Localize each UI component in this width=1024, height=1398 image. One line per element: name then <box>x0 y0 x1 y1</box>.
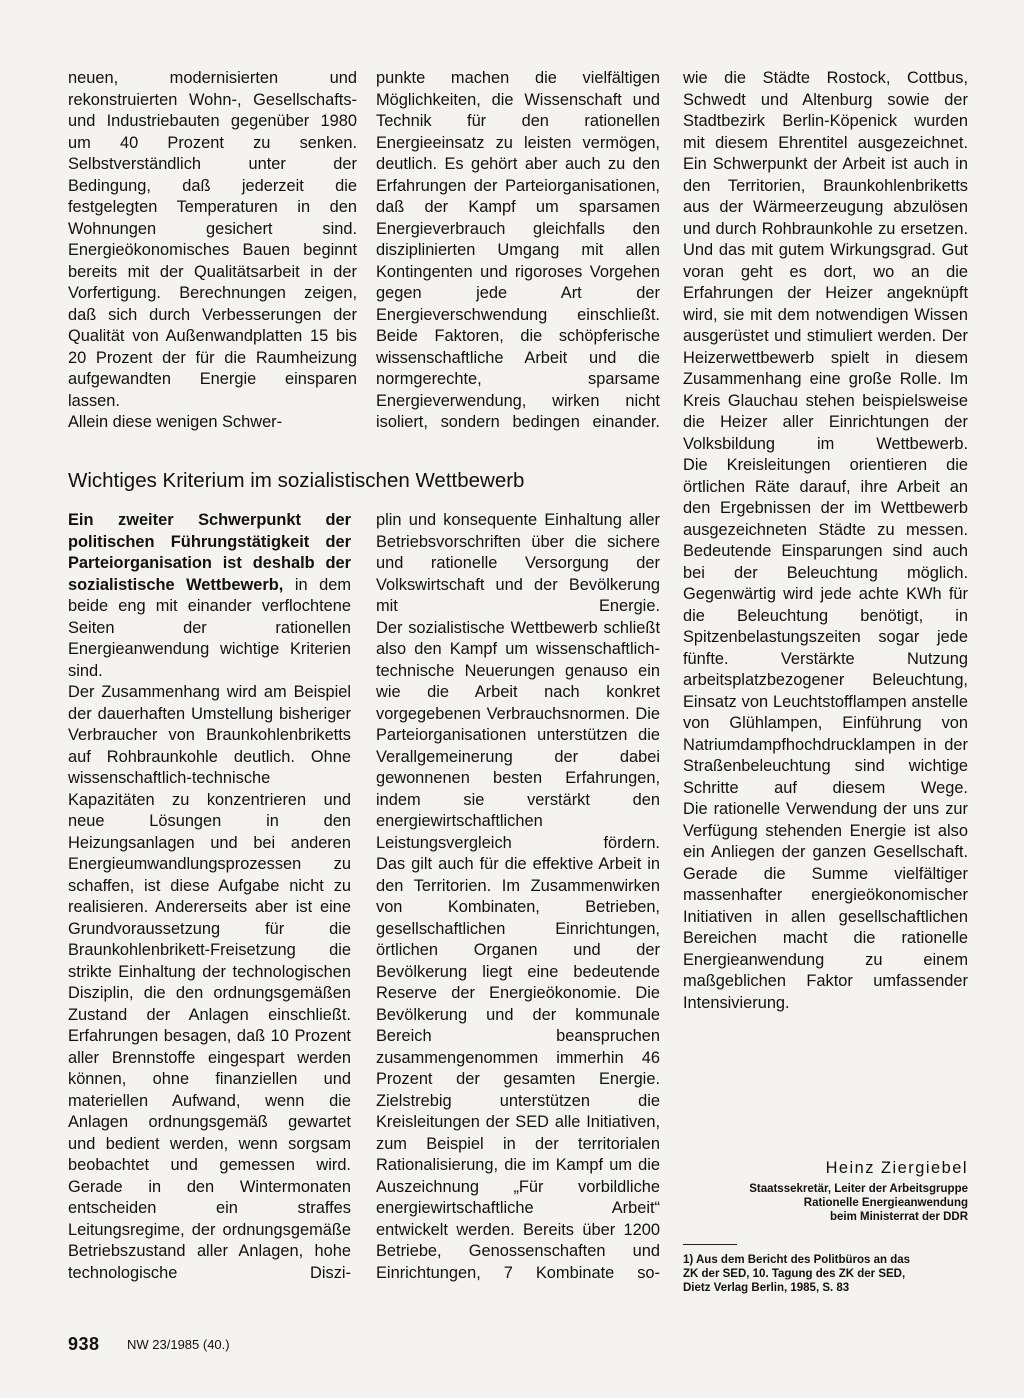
paragraph: neuen, modernisierten und rekonstruierten Wohn-, Gesellschafts- und Industriebauten gegenüber 1980 um 40 Prozent zu senken. Selbstverständlich unter der Bedingung, daß jederzeit die festgelegten Temperaturen in den Wohnungen gesichert sind. <box>68 69 357 238</box>
paragraph: wie die Städte Rostock, Cottbus, Schwedt und Altenburg sowie der Stadtbezirk Berlin-Köpenick wurden mit diesem Ehrentitel ausgezeichnet. <box>683 69 968 152</box>
paragraph: Ein Schwerpunkt der Arbeit ist auch in den Territorien, Braunkohlenbriketts aus der Wärmeerzeugung abzulösen und durch Rohbraunkohle zu ersetzen. Und das mit gutem Wirkungsgrad. Gut voran geht es dort, wo an die Erfahrungen der Heizer angeknüpft wird, sie mit dem notwendigen Wissen ausgerüstet und stimuliert werden. Der Heizerwettbewerb spielt in diesem Zusammenhang eine große Rolle. Im Kreis Glauchau stehen beispielsweise die Heizer aller Einrichtungen der Volksbildung im Wettbewerb. <box>683 155 968 453</box>
affiliation-line: Rationelle Energieanwendung <box>803 1197 968 1209</box>
footnote-line: ZK der SED, 10. Tagung des ZK der SED, <box>683 1268 906 1280</box>
column-2 <box>376 68 660 434</box>
paragraph: Bedeutende Einsparungen sind auch bei der Beleuchtung möglich. Gegenwärtig wird jede achte KWh für die Beleuchtung benötigt, in Spitzenbelastungszeiten sogar jede fünfte. Verstärkte Nutzung arbeitsplatzbezogener Beleuchtung, Einsatz von Leuchtstofflampen anstelle von Glühlampen, Einführung von Natriumdampfhochdrucklampen in der Straßenbeleuchtung sind wichtige Schritte auf diesem Wege. <box>683 542 968 797</box>
affiliation-line: beim Ministerrat der DDR <box>829 1211 968 1223</box>
lead-rest: in dem beide eng mit einander verflochtene Seiten der rationellen Energieanwendung wichtige Kriterien sind. <box>68 575 351 680</box>
author-affiliation <box>683 1182 968 1224</box>
column-4 <box>68 510 351 1284</box>
footnote-line: 1) Aus dem Bericht des Politbüros an das <box>683 1254 911 1266</box>
footnote-divider <box>683 1244 737 1245</box>
affiliation-line: Staatssekretär, Leiter der Arbeitsgruppe <box>749 1183 968 1195</box>
lead-bold: Ein zweiter Schwerpunkt der politischen Führungstätigkeit der Parteiorganisation ist deshalb der sozialistische Wettbewerb, <box>68 511 351 594</box>
paragraph: plin und konsequente Einhaltung aller Betriebsvorschriften über die sichere und rationelle Versorgung der Volkswirtschaft und der Bevölkerung mit Energie. <box>376 511 660 615</box>
author-signature: Heinz Ziergiebel <box>825 1159 968 1177</box>
paragraph: Die rationelle Verwendung der uns zur Verfügung stehenden Energie ist also ein Anliegen der ganzen Gesellschaft. Gerade die Summe vielfältiger massenhafter energieökonomischer Initiativen in allen gesellschaftlichen Bereichen macht die rationelle Energieanwendung zu einem maßgeblichen Faktor umfassender Intensivierung. <box>683 800 968 1012</box>
paragraph: Die Kreisleitungen orientieren die örtlichen Räte darauf, ihre Arbeit an den Ergebnissen der im Wettbewerb ausgezeichneten Städte zu messen. <box>683 456 968 539</box>
paragraph: Das gilt auch für die effektive Arbeit in den Territorien. Im Zusammenwirken von Kombinaten, Betrieben, gesellschaftlichen Einrichtungen, örtlichen Organen und der Bevölkerung liegt eine bedeutende Reserve der Energieökonomie. Die Bevölkerung und der kommunale Bereich beanspruchen zusammengenommen immerhin 46 Prozent der gesamten Energie. Zielstrebig unterstützen die Kreisleitungen der SED alle Initiativen, zum Beispiel in der territorialen Rationalisierung, die im Kampf um die Auszeichnung „Für vorbildliche energiewirtschaftliche Arbeit“ entwickelt werden. Bereits über 1200 Betriebe, Genossenschaften und Einrichtungen, 7 Kombinate so- <box>376 855 660 1282</box>
column-5 <box>376 510 660 1284</box>
section-heading: Wichtiges Kriterium im sozialistischen Wettbewerb <box>68 469 525 492</box>
paragraph: Der Zusammenhang wird am Beispiel der dauerhaften Umstellung bisheriger Verbraucher von Braunkohlenbriketts auf Rohbraunkohle deutlich. Ohne wissenschaftlich-technische Kapazitäten zu konzentrieren und neue Lösungen in den Heizungsanlagen und bei anderen Energieumwandlungsprozessen zu schaffen, ist diese Aufgabe nicht zu realisieren. Andererseits aber ist eine Grundvoraussetzung für die Braunkohlenbrikett-Freisetzung die strikte Einhaltung der technologischen Disziplin, die den ordnungsgemäßen Zustand der Anlagen einschließt. Erfahrungen besagen, daß 10 Prozent aller Brennstoffe eingespart werden können, ohne finanziellen und materiellen Aufwand, wenn die Anlagen ordnungsgemäß gewartet und bedient werden, wenn sorgsam beobachtet und gemessen wird. Gerade in den Wintermonaten entscheiden ein straffes Leitungsregime, der ordnungsgemäße Betriebszustand aller Anlagen, hohe technologische Diszi- <box>68 683 351 1282</box>
paragraph: Energieökonomisches Bauen beginnt bereits mit der Qualitätsarbeit in der Vorfertigung. Berechnungen zeigen, daß sich durch Verbesserungen der Qualität von Außenwandplatten 15 bis 20 Prozent der für die Raumheizung aufgewandten Energie einsparen lassen. <box>68 241 357 410</box>
footnote-line: Dietz Verlag Berlin, 1985, S. 83 <box>683 1282 850 1294</box>
journal-reference: NW 23/1985 (40.) <box>127 1337 230 1352</box>
paragraph: Der sozialistische Wettbewerb schließt also den Kampf um wissenschaftlich-technische Neuerungen genauso ein wie die Arbeit nach konkret vorgegebenen Verbrauchsnormen. Die Parteiorganisationen unterstützen die Verallgemeinerung der dabei gewonnenen besten Erfahrungen, indem sie verstärkt den energiewirtschaftlichen Leistungsvergleich fördern. <box>376 618 660 852</box>
lead-paragraph <box>68 510 351 682</box>
footnote <box>683 1253 968 1295</box>
column-3 <box>683 68 968 1014</box>
paragraph: Allein diese wenigen Schwer- <box>68 413 283 431</box>
paragraph: punkte machen die vielfältigen Möglichkeiten, die Wissenschaft und Technik für den rationellen Energieeinsatz zu leisten vermögen, deutlich. Es gehört aber auch zu den Erfahrungen der Parteiorganisationen, daß der Kampf um sparsamen Energieverbrauch gleichfalls den disziplinierten Umgang mit allen Kontingenten und rigoroses Vorgehen gegen jede Art der Energieverschwendung einschließt. Beide Faktoren, die schöpferische wissenschaftliche Arbeit und die normgerechte, sparsame Energieverwendung, wirken nicht isoliert, sondern bedingen einander. <box>376 69 660 431</box>
page-number: 938 <box>68 1334 100 1354</box>
column-1 <box>68 68 357 434</box>
